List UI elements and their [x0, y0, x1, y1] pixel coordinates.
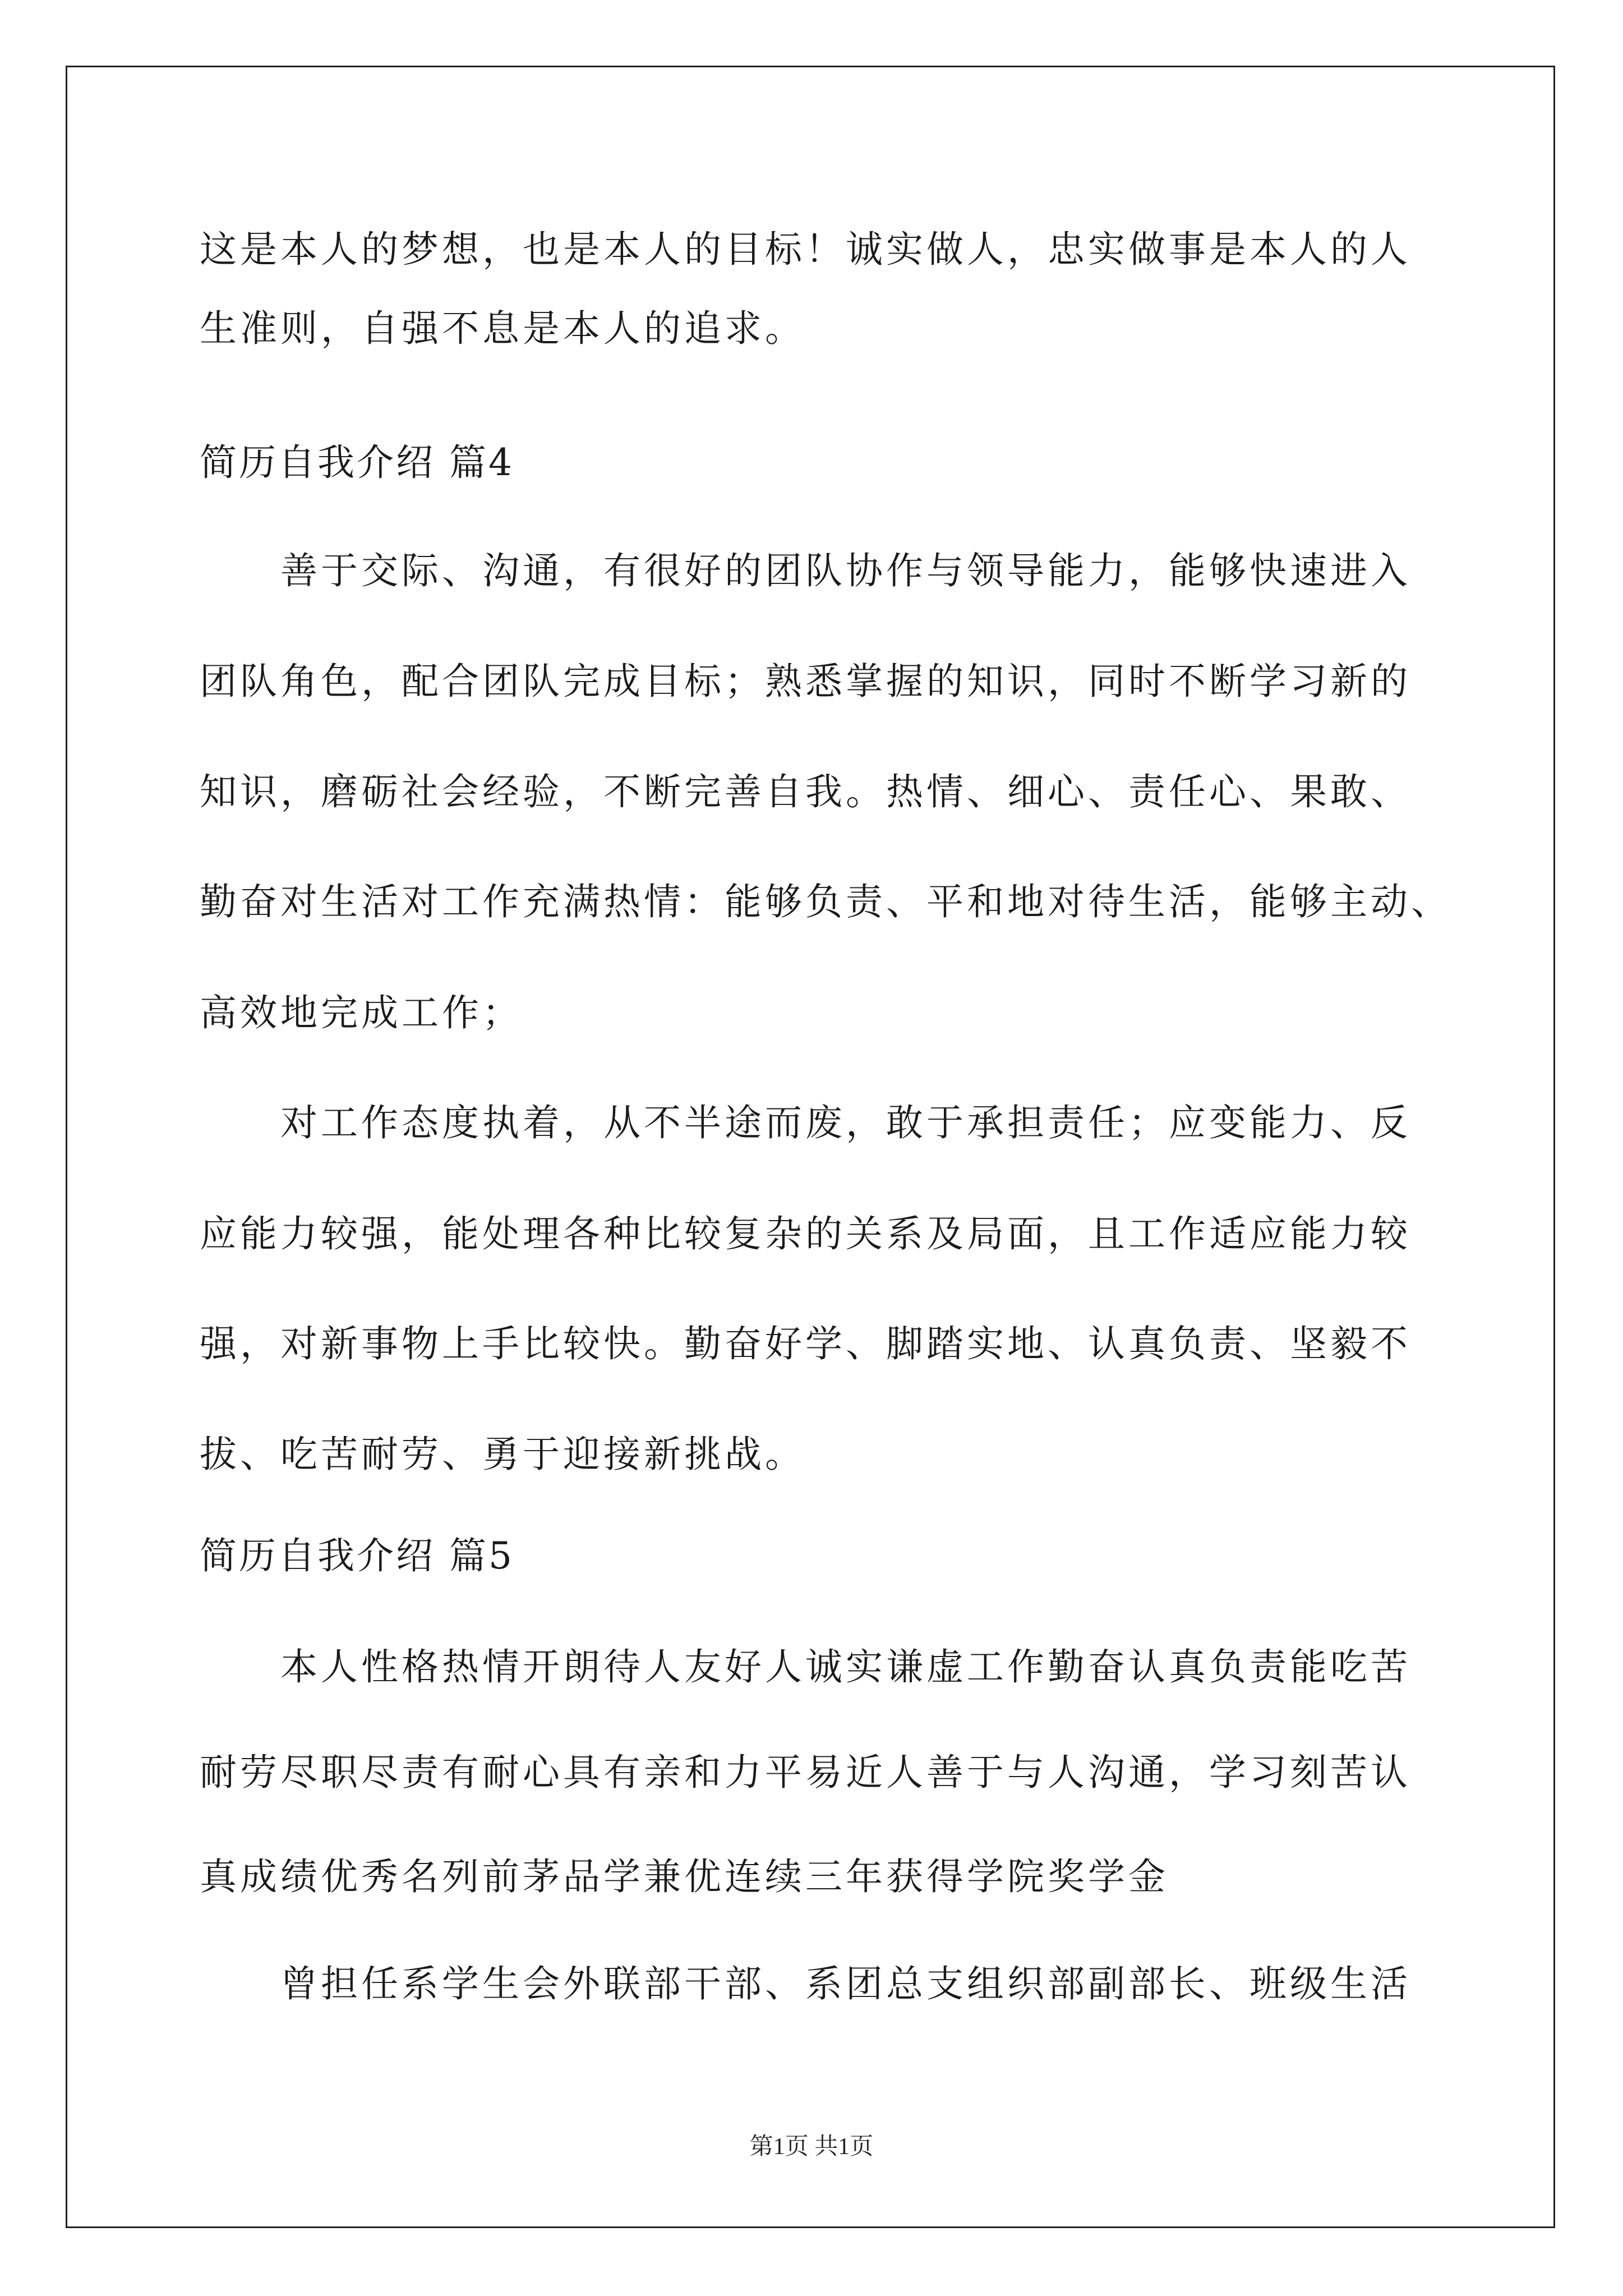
- page-border: [66, 66, 1555, 2228]
- page-number-footer: 第1页 共1页: [749, 2134, 874, 2160]
- paragraph-line: 团队角色，配合团队完成目标；熟悉掌握的知识，同时不断学习新的: [200, 660, 1411, 703]
- paragraph-line: 应能力较强，能处理各种比较复杂的关系及局面，且工作适应能力较: [200, 1212, 1411, 1255]
- paragraph-line: 曾担任系学生会外联部干部、系团总支组织部副部长、班级生活: [280, 1962, 1411, 2005]
- paragraph-line: 拔、吃苦耐劳、勇于迎接新挑战。: [200, 1433, 805, 1476]
- paragraph-line: 知识，磨砺社会经验，不断完善自我。热情、细心、责任心、果敢、: [200, 770, 1411, 813]
- paragraph-line: 对工作态度执着，从不半途而废，敢于承担责任；应变能力、反: [280, 1101, 1411, 1144]
- paragraph-line: 真成绩优秀名列前茅品学兼优连续三年获得学院奖学金: [200, 1855, 1169, 1898]
- paragraph-line: 善于交际、沟通，有很好的团队协作与领导能力，能够快速进入: [280, 549, 1411, 592]
- paragraph-line: 生准则，自强不息是本人的追求。: [200, 307, 805, 350]
- paragraph-line: 这是本人的梦想，也是本人的目标！诚实做人，忠实做事是本人的人: [200, 228, 1411, 271]
- section-heading: 简历自我介绍 篇4: [200, 441, 514, 484]
- section-heading: 简历自我介绍 篇5: [200, 1534, 514, 1577]
- paragraph-line: 高效地完成工作；: [200, 991, 523, 1034]
- paragraph-line: 强，对新事物上手比较快。勤奋好学、脚踏实地、认真负责、坚毅不: [200, 1322, 1411, 1365]
- paragraph-line: 勤奋对生活对工作充满热情：能够负责、平和地对待生活，能够主动、: [200, 880, 1451, 923]
- paragraph-line: 本人性格热情开朗待人友好人诚实谦虚工作勤奋认真负责能吃苦: [280, 1645, 1411, 1688]
- paragraph-line: 耐劳尽职尽责有耐心具有亲和力平易近人善于与人沟通，学习刻苦认: [200, 1751, 1411, 1794]
